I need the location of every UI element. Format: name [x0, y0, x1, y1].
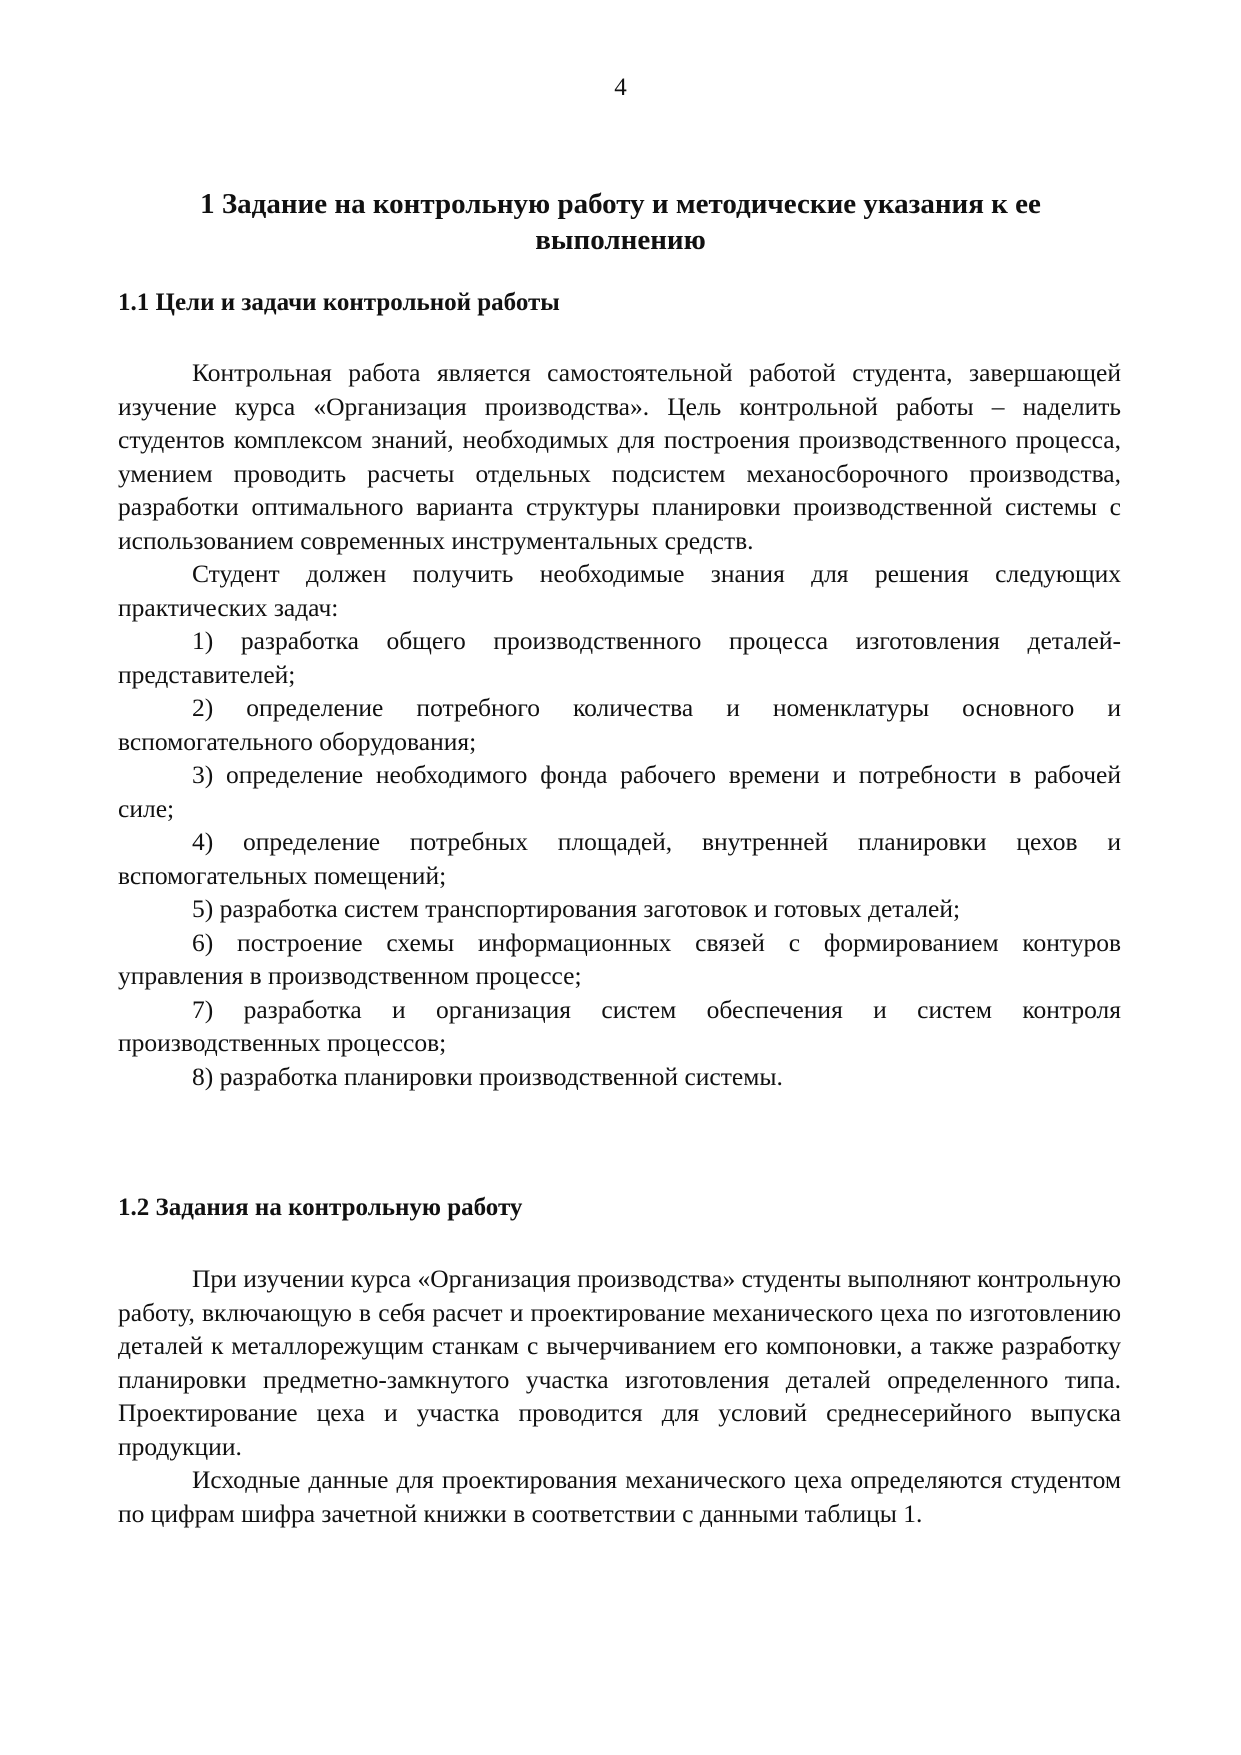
section-1-1-body: [118, 356, 1121, 1093]
task-item: 8) разработка планировки производственной системы.: [192, 1061, 783, 1091]
task-item: 4) определение потребных площадей, внутренней планировки цехов и вспомогательных помещений;: [118, 827, 1121, 890]
paragraph: Контрольная работа является самостоятельной работой студента, завершающей изучение курса «Организация производства». Цель контрольной работы – наделить студентов комплексом знаний, необходимых для построения производственного процесса, умением проводить расчеты отдельных подсистем механосборочного производства, разработки оптимального варианта структуры планировки производственной системы с использованием современных инструментальных средств.: [118, 358, 1121, 555]
task-item: 2) определение потребного количества и номенклатуры основного и вспомогательного оборудования;: [118, 693, 1121, 756]
section-title-1-1: 1.1 Цели и задачи контрольной работы: [118, 289, 560, 316]
task-item: 5) разработка систем транспортирования заготовок и готовых деталей;: [192, 894, 961, 923]
chapter-title: 1 Задание на контрольную работу и методические указания к ее выполнению: [200, 188, 1041, 256]
section-1-2-body: [118, 1262, 1121, 1530]
task-item: 3) определение необходимого фонда рабочего времени и потребности в рабочей силе;: [118, 760, 1121, 823]
task-item: 1) разработка общего производственного процесса изготовления деталей-представителей;: [118, 626, 1121, 689]
paragraph: Студент должен получить необходимые знания для решения следующих практических задач:: [118, 559, 1121, 622]
paragraph: Исходные данные для проектирования механического цеха определяются студентом по цифрам шифра зачетной книжки в соответствии с данными таблицы 1.: [118, 1465, 1121, 1528]
section-title-1-2: 1.2 Задания на контрольную работу: [118, 1194, 523, 1221]
paragraph: При изучении курса «Организация производства» студенты выполняют контрольную работу, включающую в себя расчет и проектирование механического цеха по изготовлению деталей к металлорежущим станкам с вычерчиванием его компоновки, а также разработку планировки предметно-замкнутого участка изготовления деталей определенного типа. Проектирование цеха и участка проводится для условий среднесерийного выпуска продукции.: [118, 1264, 1121, 1461]
page-number: 4: [614, 74, 627, 101]
task-item: 6) построение схемы информационных связей с формированием контуров управления в производственном процессе;: [118, 927, 1121, 990]
task-item: 7) разработка и организация систем обеспечения и систем контроля производственных процессов;: [118, 994, 1121, 1057]
